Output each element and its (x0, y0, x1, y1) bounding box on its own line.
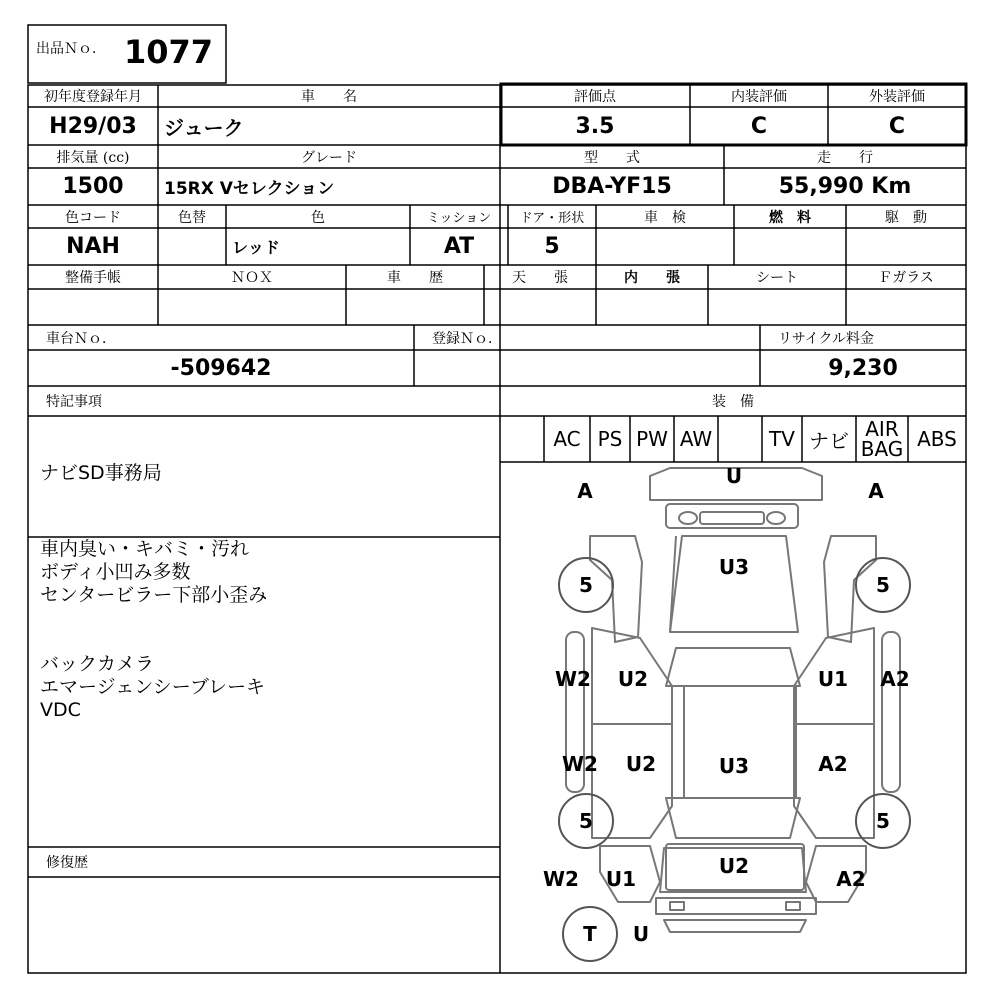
interior-trim-label: 内 張 (624, 270, 680, 286)
notes-line: 車内臭い・キバミ・汚れ (40, 538, 250, 560)
inspection-value (596, 228, 734, 265)
equipment-label: 装 備 (712, 394, 754, 410)
registration-number-label: 登録Ｎｏ． (432, 330, 502, 347)
exterior-rating-label: 外装評価 (869, 89, 925, 105)
nox-label: ＮＯＸ (231, 270, 273, 286)
lot-number-label: 出品Ｎｏ． (36, 41, 106, 57)
notes-line: ボディ小凹み多数 (40, 561, 191, 583)
fuel-value (734, 228, 846, 265)
interior-rating-value: C (750, 113, 768, 139)
damage-code: 5 (876, 809, 890, 833)
score-label: 評価点 (574, 89, 616, 105)
drive-value (846, 228, 966, 265)
damage-code: U3 (718, 555, 750, 579)
equipment-abs: ABS (917, 427, 957, 451)
grade-value: 15RX Vセレクション (164, 179, 335, 199)
drive-label: 駆 動 (885, 209, 927, 226)
notes-top-text: ナビSD事務局 (40, 462, 162, 484)
damage-code: U1 (605, 867, 637, 891)
reg-year-value: H29/03 (49, 113, 137, 139)
displacement-value: 1500 (62, 174, 124, 199)
color-code-value: NAH (66, 234, 120, 259)
equipment-item (500, 416, 544, 462)
equipment-pw: PW (636, 427, 668, 451)
recycle-fee-label: リサイクル料金 (778, 330, 875, 347)
notes-line (40, 607, 495, 653)
interior-rating-label: 内装評価 (731, 89, 787, 105)
damage-code: U2 (617, 667, 649, 691)
damage-code: U (632, 922, 650, 946)
vehicle-history-label: 車 歴 (387, 270, 443, 286)
score-value: 3.5 (575, 113, 615, 139)
color-label: 色 (311, 209, 325, 226)
maintenance-book-label: 整備手帳 (65, 270, 121, 286)
car-name-label: 車 名 (301, 89, 357, 105)
model-label: 型 式 (584, 149, 640, 166)
damage-code: A2 (818, 752, 848, 776)
damage-code: 5 (579, 573, 593, 597)
chassis-number-value: -509642 (170, 355, 272, 381)
mileage-value: 55,990 Km (778, 174, 912, 199)
door-value: 5 (544, 234, 560, 259)
damage-code: 5 (876, 573, 890, 597)
color-change-value (158, 228, 226, 265)
color-value: レッド (232, 238, 280, 257)
exterior-rating-value: C (888, 113, 906, 139)
damage-code: A (577, 479, 593, 503)
damage-code: T (583, 922, 597, 946)
equipment-aw: AW (679, 427, 713, 451)
damage-code: A2 (836, 867, 866, 891)
equipment-item (718, 416, 762, 462)
chassis-number-label: 車台Ｎｏ． (46, 330, 116, 347)
notes-line: センタービラー下部小歪み (40, 584, 268, 606)
model-value: DBA-YF15 (552, 174, 672, 199)
car-diagram (500, 462, 966, 973)
mission-value: AT (443, 234, 475, 259)
color-code-label: 色コード (65, 209, 121, 226)
reg-year-label: 初年度登録年月 (44, 89, 142, 105)
notes-line: エマージェンシーブレーキ (40, 676, 266, 698)
damage-code: U2 (718, 854, 750, 878)
notes-line: バックカメラ (40, 653, 155, 675)
headliner-label: 天 張 (512, 270, 568, 286)
damage-code: U1 (817, 667, 849, 691)
equipment-navi: ナビ (809, 428, 849, 453)
front-glass-label: Ｆガラス (878, 270, 934, 286)
damage-code: W2 (562, 752, 598, 776)
grade-label: グレード (301, 149, 357, 166)
damage-code: U3 (718, 754, 750, 778)
repair-history-label: 修復歴 (46, 855, 88, 871)
door-label: ドア・形状 (519, 211, 585, 226)
damage-code: A (868, 479, 884, 503)
damage-code: 5 (579, 809, 593, 833)
damage-code: W2 (543, 867, 579, 891)
damage-code: A2 (880, 667, 910, 691)
mileage-label: 走 行 (817, 149, 873, 166)
equipment-airbag: AIR BAG (860, 417, 904, 461)
seat-label: シート (756, 270, 798, 286)
inspection-label: 車 検 (644, 209, 686, 226)
recycle-fee-value: 9,230 (828, 355, 898, 381)
damage-code: U2 (625, 752, 657, 776)
fuel-label: 燃 料 (769, 209, 811, 226)
notes-line: VDC (40, 699, 81, 721)
equipment-tv: TV (769, 427, 795, 451)
lot-number: 1077 (124, 33, 214, 71)
registration-number-value (414, 350, 760, 386)
equipment-ps: PS (597, 427, 623, 451)
mission-label: ミッション (426, 211, 492, 226)
notes-body (40, 538, 495, 722)
equipment-ac: AC (553, 427, 581, 451)
car-name-value: ジューク (164, 115, 244, 140)
damage-code: U (725, 464, 743, 488)
damage-code: W2 (555, 667, 591, 691)
color-change-label: 色替 (178, 209, 206, 226)
displacement-label: 排気量 (cc) (56, 149, 130, 166)
notes-label: 特記事項 (46, 394, 102, 410)
